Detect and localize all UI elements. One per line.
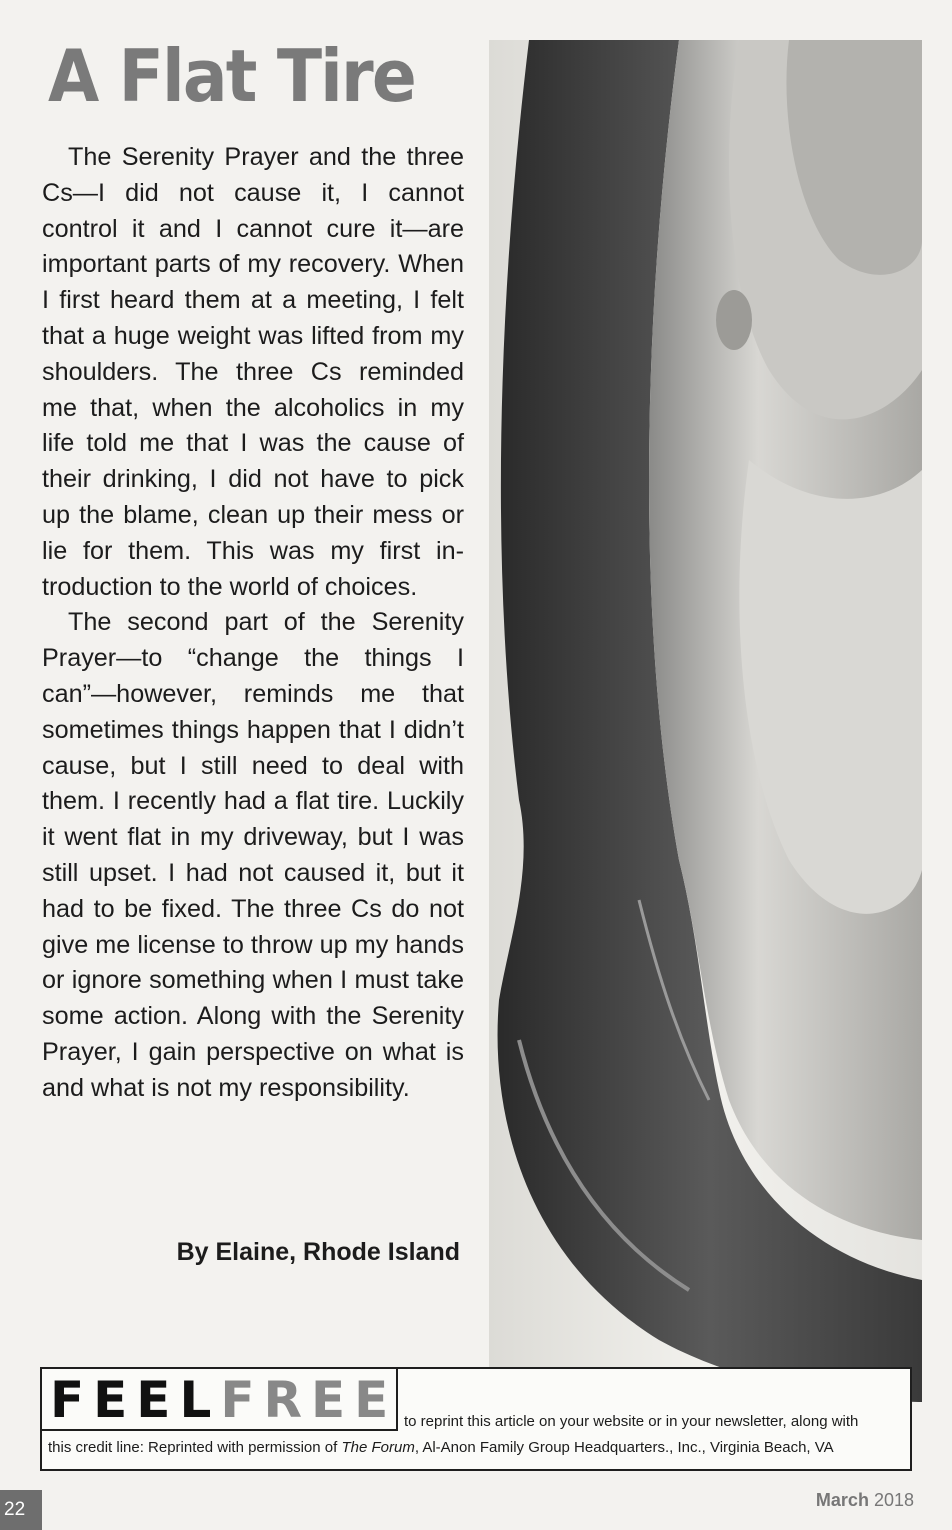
credit-line-start: this credit line: Reprinted with permission of xyxy=(48,1439,342,1456)
logo-free: FREE xyxy=(220,1371,398,1429)
feel-free-box xyxy=(40,1367,912,1471)
article-body xyxy=(42,140,464,1107)
article-title: A Flat Tire xyxy=(48,34,415,118)
credit-line-end: , Al-Anon Family Group Headquarters., Inc., Virginia Beach, VA xyxy=(414,1439,834,1456)
issue-date xyxy=(816,1490,914,1511)
page-number: 22 xyxy=(0,1490,42,1530)
logo-feel: FEEL xyxy=(50,1371,221,1429)
reprint-notice-line2 xyxy=(48,1439,834,1456)
issue-month: March xyxy=(815,1490,869,1510)
issue-year: 2018 xyxy=(873,1490,914,1510)
byline: By Elaine, Rhode Island xyxy=(176,1238,460,1266)
feel-free-logo xyxy=(42,1369,398,1431)
flat-tire-photo xyxy=(489,40,922,1402)
reprint-notice-line1: to reprint this article on your website or in your newsletter, along with xyxy=(404,1413,859,1430)
flat-tire-illustration xyxy=(489,40,922,1402)
publication-name: The Forum xyxy=(341,1439,415,1456)
paragraph-2: The second part of the Serenity Prayer—to “change the things I can”—however, reminds me that sometimes things happen that I didn’t cause, but I still need to deal with them. I recently had a flat tire. Luckily it went flat in my driveway, but I was still upset. I had not caused it, but it had to be fixed. The three Cs do not give me license to throw up my hands or ignore something when I must take some action. Along with the Serenity Prayer, I gain perspective on what is and what is not my responsibility. xyxy=(42,608,464,1102)
paragraph-1: The Serenity Prayer and the three Cs—I did not cause it, I cannot control it and I cannot cure it—are important parts of my recovery. When I first heard them at a meeting, I felt that a huge weight was lifted from my shoulders. The three Cs reminded me that, when the alcoholics in my life told me that I was the cause of their drinking, I did not have to pick up the blame, clean up their mess or lie for them. This was my first introduction to the world of choices. xyxy=(42,143,464,601)
